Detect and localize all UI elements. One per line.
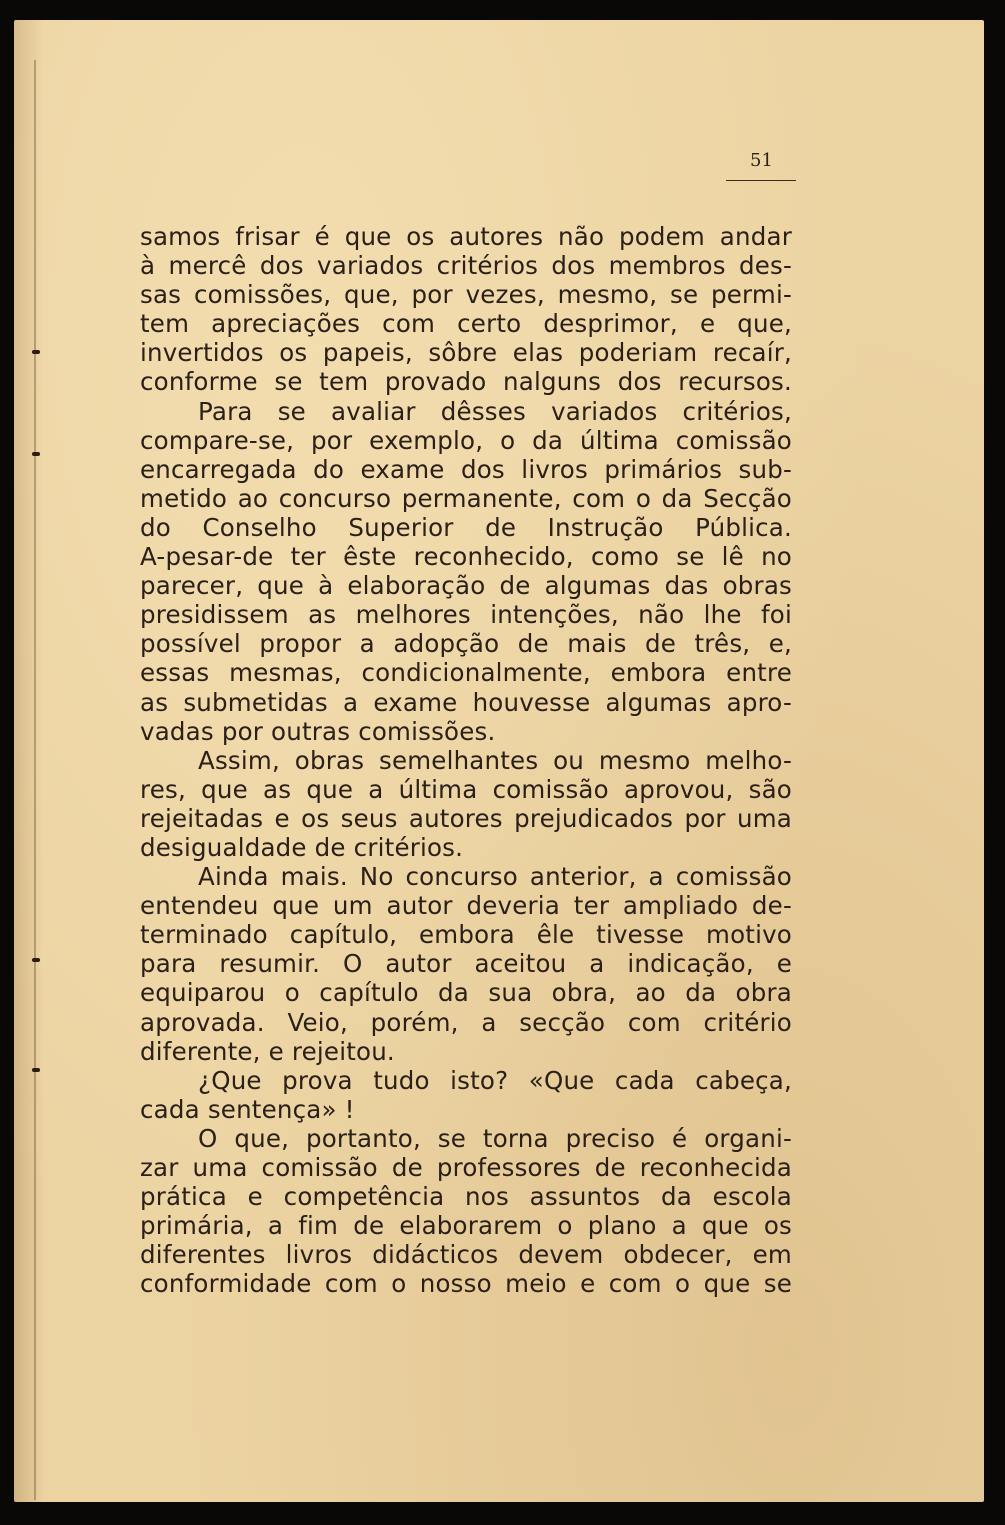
page-number: 51 [750,150,773,171]
text-line: A-pesar-de ter êste reconhecido, como se lê no [140,542,792,572]
text-line: equiparou o capítulo da sua obra, ao da obra [140,978,792,1008]
margin-mark [32,1068,40,1072]
text-line: encarregada do exame dos livros primários sub- [140,454,792,484]
body-text [140,222,792,1298]
binding-edge [34,60,36,1500]
text-line: Ainda mais. No concurso anterior, a comissão [198,862,792,892]
text-line: à mercê dos variados critérios dos membros des- [140,251,792,281]
text-line: zar uma comissão de professores de reconhecida [140,1153,792,1182]
text-line: entendeu que um autor deveria ter ampliado de- [140,891,792,921]
page-number-rule [726,180,796,181]
text-line: res, que as que a última comissão aprovou, são [140,774,792,804]
text-line: primária, a fim de elaborarem o plano a que os [140,1211,792,1241]
margin-mark [32,958,40,962]
text-line: prática e competência nos assuntos da escola [140,1182,792,1212]
text-line: do Conselho Superior de Instrução Pública. [140,512,792,542]
margin-mark [32,452,40,456]
text-line: terminado capítulo, embora êle tivesse motivo [140,920,792,950]
text-line: as submetidas a exame houvesse algumas apro- [140,687,792,717]
text-line: vadas por outras comissões. [140,716,496,746]
text-line: diferente, e rejeitou. [140,1036,395,1066]
text-line: Para se avaliar dêsses variados critérios, [198,396,792,426]
text-line: possível propor a adopção de mais de três, e, [140,629,792,659]
text-line: O que, portanto, se torna preciso é organi- [198,1123,792,1153]
text-line: essas mesmas, condicionalmente, embora entre [140,658,792,688]
text-line: Assim, obras semelhantes ou mesmo melho- [198,745,792,775]
text-line: ¿Que prova tudo isto? «Que cada cabeça, [198,1065,792,1095]
text-line: sas comissões, que, por vezes, mesmo, se permi- [140,280,792,310]
text-line: parecer, que à elaboração de algumas das obras [140,571,792,601]
text-line: invertidos os papeis, sôbre elas poderiam recaír, [140,338,792,368]
text-line: desigualdade de critérios. [140,832,464,862]
text-line: aprovada. Veio, porém, a secção com critério [140,1007,792,1037]
text-line: cada sentença» ! [140,1094,355,1124]
text-line: compare-se, por exemplo, o da última comissão [140,425,792,455]
text-line: presidissem as melhores intenções, não lhe foi [140,600,792,630]
text-line: tem apreciações com certo desprimor, e que, [140,309,792,339]
text-line: conformidade com o nosso meio e com o que se [140,1269,792,1299]
text-line: samos frisar é que os autores não podem andar [140,222,792,251]
text-line: rejeitadas e os seus autores prejudicados por uma [140,803,792,833]
text-line: diferentes livros didácticos devem obdecer, em [140,1240,792,1270]
text-line: metido ao concurso permanente, com o da Secção [140,483,792,513]
margin-mark [32,350,40,354]
text-line: para resumir. O autor aceitou a indicação, e [140,949,792,979]
text-line: conforme se tem provado nalguns dos recursos. [140,367,792,397]
